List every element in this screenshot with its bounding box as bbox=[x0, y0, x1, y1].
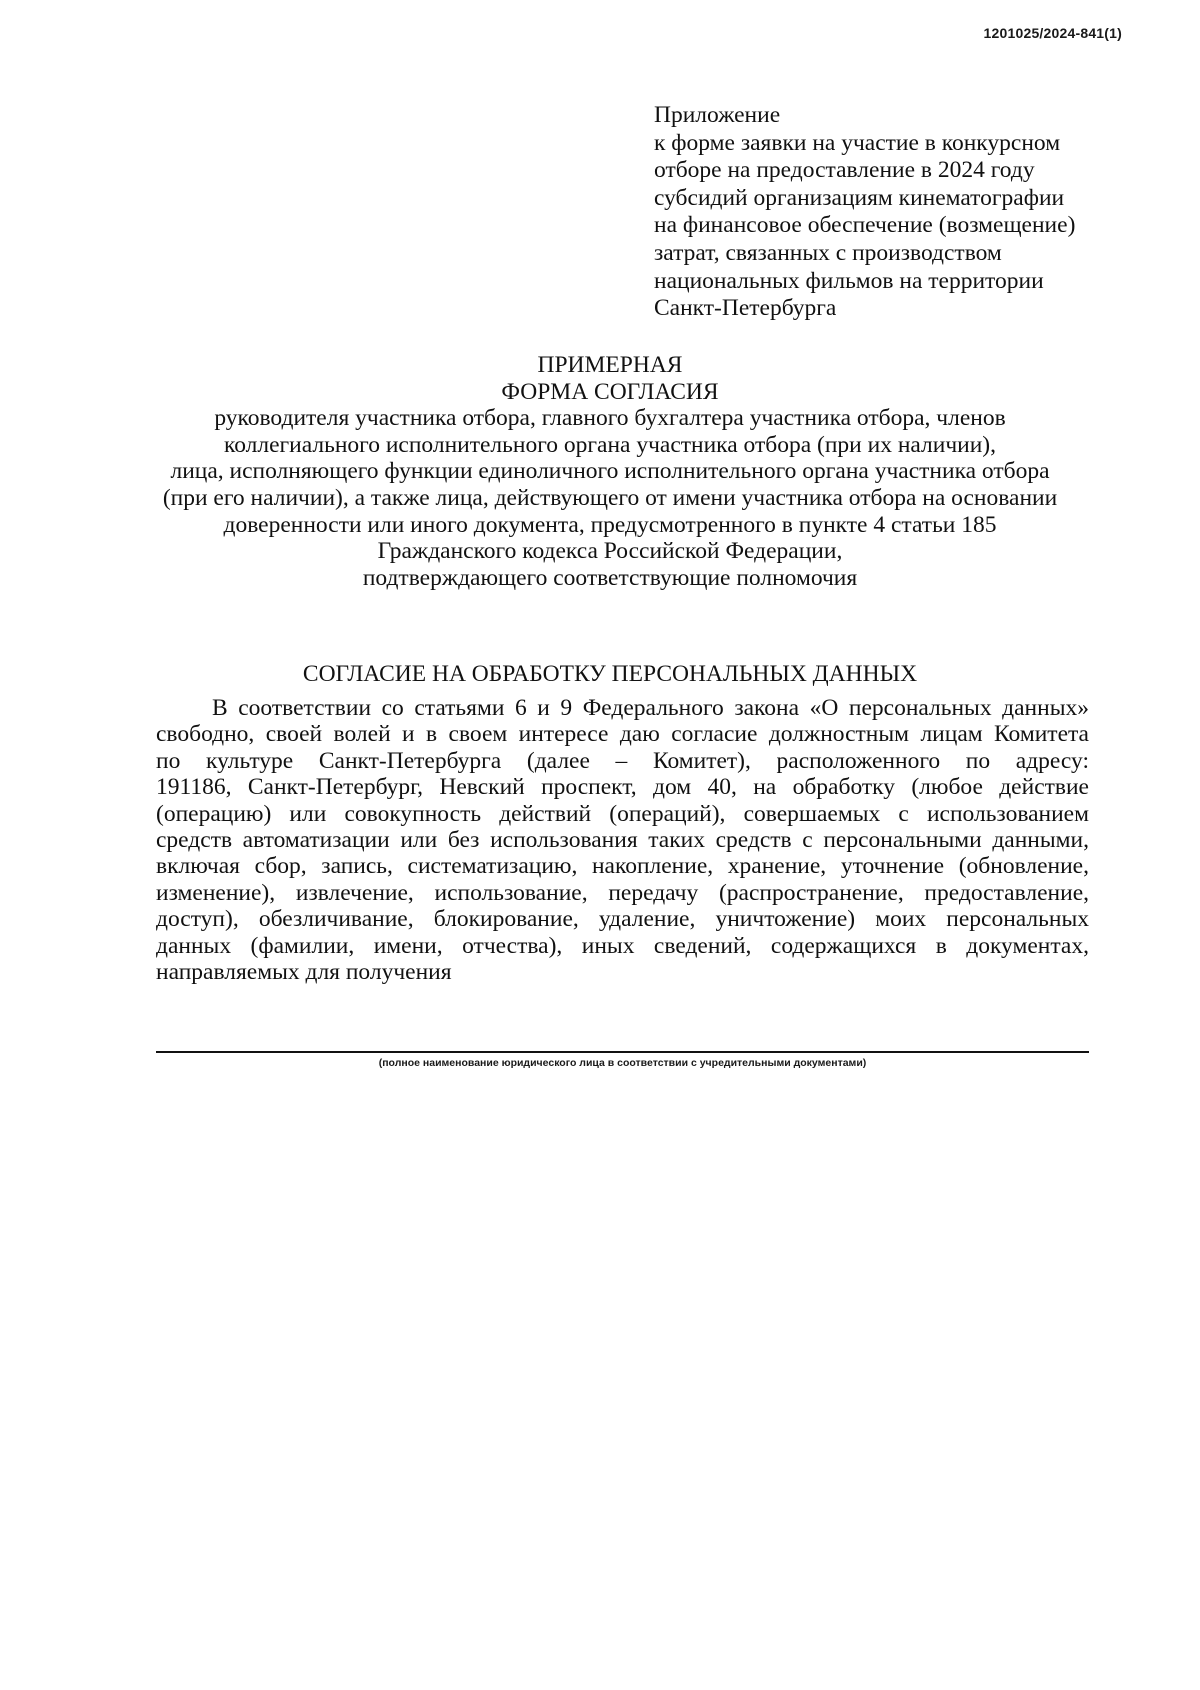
body-line: изменение), извлечение, использование, передачу (распространение, предоставление, bbox=[156, 879, 1089, 906]
body-line: 191186, Санкт-Петербург, Невский проспект, дом 40, на обработку (любое действие bbox=[156, 774, 1089, 801]
body-line: включая сбор, запись, систематизацию, накопление, хранение, уточнение (обновление, bbox=[156, 853, 1089, 880]
form-subtitle-line: руководителя участника отбора, главного бухгалтера участника отбора, членов bbox=[214, 405, 1006, 432]
appendix-line: Приложение bbox=[654, 102, 781, 128]
form-subtitle-line: подтверждающего соответствующие полномочия bbox=[362, 564, 858, 591]
body-line: по культуре Санкт-Петербурга (далее – Комитет), расположенного по адресу: bbox=[156, 747, 1089, 774]
appendix-block bbox=[654, 102, 1124, 323]
body-line: средств автоматизации или без использования таких средств с персональными данными, bbox=[156, 827, 1089, 854]
form-subtitle-line: доверенности или иного документа, предусмотренного в пункте 4 статьи 185 bbox=[223, 511, 997, 538]
appendix-line: на финансовое обеспечение (возмещение) bbox=[654, 212, 1076, 239]
form-subtitle-line: коллегиального исполнительного органа участника отбора (при их наличии), bbox=[223, 431, 997, 458]
appendix-line: отборе на предоставление в 2024 году bbox=[654, 157, 1035, 184]
body-line: доступ), обезличивание, блокирование, удаление, уничтожение) моих персональных bbox=[156, 906, 1089, 933]
form-subtitle-line: (при его наличии), а также лица, действующего от имени участника отбора на основании bbox=[162, 484, 1058, 511]
form-subtitle-line: Гражданского кодекса Российской Федерации, bbox=[377, 538, 843, 565]
form-subtitle-line: лица, исполняющего функции единоличного исполнительного органа участника отбора bbox=[170, 458, 1050, 485]
legal-entity-name-caption: (полное наименование юридического лица в соответствии с учредительными документами) bbox=[378, 1057, 867, 1069]
legal-entity-name-field-line bbox=[156, 1051, 1089, 1053]
body-line: (операцию) или совокупность действий (операций), совершаемых с использованием bbox=[156, 800, 1089, 827]
consent-body bbox=[156, 695, 1089, 985]
consent-heading: СОГЛАСИЕ НА ОБРАБОТКУ ПЕРСОНАЛЬНЫХ ДАННЫХ bbox=[302, 661, 918, 687]
appendix-line: национальных фильмов на территории bbox=[654, 267, 1044, 294]
form-title-block bbox=[120, 352, 1100, 591]
appendix-line: Санкт-Петербурга bbox=[654, 295, 837, 322]
form-title-line: ФОРМА СОГЛАСИЯ bbox=[501, 378, 719, 405]
appendix-line: к форме заявки на участие в конкурсном bbox=[654, 129, 1061, 156]
body-line: свободно, своей волей и в своем интересе даю согласие должностным лицам Комитета bbox=[156, 721, 1089, 748]
form-title-line: ПРИМЕРНАЯ bbox=[537, 352, 683, 378]
body-line: направляемых для получения bbox=[156, 959, 452, 986]
appendix-line: субсидий организациям кинематографии bbox=[654, 184, 1065, 211]
body-line: данных (фамилии, имени, отчества), иных сведений, содержащихся в документах, bbox=[156, 932, 1089, 959]
document-registration-number: 1201025/2024-841(1) bbox=[983, 25, 1122, 41]
appendix-line: затрат, связанных с производством bbox=[654, 239, 1002, 266]
body-line: В соответствии со статьями 6 и 9 Федерального закона «О персональных данных» bbox=[212, 695, 1089, 721]
